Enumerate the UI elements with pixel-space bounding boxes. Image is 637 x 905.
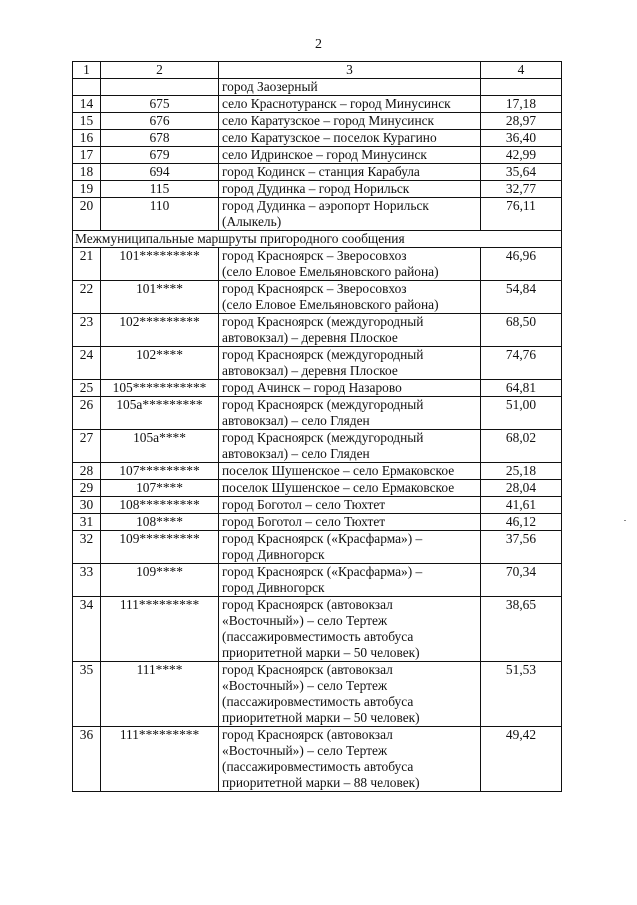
route-name-line: приоритетной марки – 50 человек) <box>222 710 420 725</box>
table-cell-value <box>481 79 562 96</box>
route-name-line: город Красноярск – Зверосовхоз <box>222 281 407 296</box>
table-cell-route: 108********* <box>101 497 219 514</box>
table-cell-name <box>219 181 481 198</box>
table-row <box>73 314 562 347</box>
table-cell-name <box>219 727 481 792</box>
table-row <box>73 181 562 198</box>
table-cell-route: 105а**** <box>101 430 219 463</box>
table-cell-name <box>219 113 481 130</box>
table-row <box>73 463 562 480</box>
table-cell-route: 111**** <box>101 662 219 727</box>
section-row <box>73 231 562 248</box>
table-cell-value: 74,76 <box>481 347 562 380</box>
table-row <box>73 248 562 281</box>
route-name-line: поселок Шушенское – село Ермаковское <box>222 480 455 495</box>
table-row <box>73 430 562 463</box>
route-name-line: город Дивногорск <box>222 547 325 562</box>
table-cell-number: 29 <box>73 480 101 497</box>
table-cell-value: 36,40 <box>481 130 562 147</box>
route-name-line: село Краснотуранск – город Минусинск <box>222 96 451 111</box>
table-cell-value: 68,50 <box>481 314 562 347</box>
table-cell-value: 35,64 <box>481 164 562 181</box>
table-cell-name <box>219 281 481 314</box>
route-name-line: (пассажировместимость автобуса <box>222 629 414 644</box>
route-name-line: село Каратузское – город Минусинск <box>222 113 435 128</box>
route-name-line: автовокзал) – село Гляден <box>222 446 370 461</box>
table-cell-name <box>219 480 481 497</box>
table-cell-route: 694 <box>101 164 219 181</box>
table-cell-value: 64,81 <box>481 380 562 397</box>
table-cell-route: 678 <box>101 130 219 147</box>
table-cell-route: 107********* <box>101 463 219 480</box>
table-cell-number: 21 <box>73 248 101 281</box>
route-name-line: (пассажировместимость автобуса <box>222 694 414 709</box>
table-cell-number: 31 <box>73 514 101 531</box>
table-cell-name <box>219 147 481 164</box>
table-cell-number: 22 <box>73 281 101 314</box>
table-cell-number <box>73 79 101 96</box>
table-cell-number: 33 <box>73 564 101 597</box>
table-cell-number: 23 <box>73 314 101 347</box>
table-cell-name <box>219 130 481 147</box>
table-cell-number: 27 <box>73 430 101 463</box>
table-cell-value: 37,56 <box>481 531 562 564</box>
table-row <box>73 96 562 113</box>
table-cell-name <box>219 430 481 463</box>
table-row <box>73 113 562 130</box>
route-name-line: (село Еловое Емельяновского района) <box>222 264 439 279</box>
table-cell-route: 675 <box>101 96 219 113</box>
table-row <box>73 727 562 792</box>
route-name-line: город Красноярск (автовокзал <box>222 597 393 612</box>
table-row <box>73 347 562 380</box>
table-cell-route: 102**** <box>101 347 219 380</box>
table-cell-number: 35 <box>73 662 101 727</box>
route-name-line: город Дудинка – аэропорт Норильск <box>222 198 429 213</box>
route-name-line: город Красноярск (междугородный <box>222 314 424 329</box>
table-cell-value: 54,84 <box>481 281 562 314</box>
route-name-line: автовокзал) – деревня Плоское <box>222 363 398 378</box>
table-cell-name <box>219 198 481 231</box>
route-name-line: (пассажировместимость автобуса <box>222 759 414 774</box>
route-name-line: «Восточный») – село Тертеж <box>222 743 388 758</box>
header-col-3: 3 <box>219 62 481 79</box>
table-cell-route: 110 <box>101 198 219 231</box>
table-cell-number: 32 <box>73 531 101 564</box>
table-row <box>73 147 562 164</box>
table-cell-value: 70,34 <box>481 564 562 597</box>
table-cell-number: 25 <box>73 380 101 397</box>
route-name-line: город Кодинск – станция Карабула <box>222 164 420 179</box>
table-row <box>73 198 562 231</box>
table-cell-route: 111********* <box>101 727 219 792</box>
table-cell-route: 105*********** <box>101 380 219 397</box>
table-cell-name <box>219 463 481 480</box>
route-name-line: «Восточный») – село Тертеж <box>222 613 388 628</box>
route-name-line: поселок Шушенское – село Ермаковское <box>222 463 455 478</box>
table-row <box>73 662 562 727</box>
table-cell-value: 76,11 <box>481 198 562 231</box>
table-row <box>73 564 562 597</box>
table-cell-value: 28,04 <box>481 480 562 497</box>
route-name-line: село Идринское – город Минусинск <box>222 147 427 162</box>
table-cell-name <box>219 662 481 727</box>
route-name-line: город Боготол – село Тюхтет <box>222 497 386 512</box>
routes-table-body <box>73 62 562 792</box>
table-cell-name <box>219 164 481 181</box>
table-row <box>73 514 562 531</box>
table-cell-route: 105а********* <box>101 397 219 430</box>
table-cell-number: 24 <box>73 347 101 380</box>
table-cell-route: 101**** <box>101 281 219 314</box>
table-cell-value: 51,00 <box>481 397 562 430</box>
table-cell-name <box>219 347 481 380</box>
table-cell-number: 18 <box>73 164 101 181</box>
route-name-line: город Красноярск – Зверосовхоз <box>222 248 407 263</box>
table-cell-number: 15 <box>73 113 101 130</box>
table-cell-route: 107**** <box>101 480 219 497</box>
route-name-line: автовокзал) – село Гляден <box>222 413 370 428</box>
table-cell-number: 20 <box>73 198 101 231</box>
table-cell-number: 36 <box>73 727 101 792</box>
table-cell-route: 115 <box>101 181 219 198</box>
table-cell-route: 679 <box>101 147 219 164</box>
route-name-line: город Красноярск (междугородный <box>222 397 424 412</box>
section-title: Межмуниципальные маршруты пригородного сообщения <box>73 231 562 248</box>
table-cell-route: 102********* <box>101 314 219 347</box>
table-header-row <box>73 62 562 79</box>
table-cell-value: 17,18 <box>481 96 562 113</box>
scan-speck <box>624 520 626 521</box>
table-cell-number: 17 <box>73 147 101 164</box>
table-cell-route: 101********* <box>101 248 219 281</box>
table-cell-name: город Заозерный <box>219 79 481 96</box>
route-name-line: приоритетной марки – 88 человек) <box>222 775 420 790</box>
table-cell-name <box>219 314 481 347</box>
table-cell-number: 14 <box>73 96 101 113</box>
table-cell-name <box>219 380 481 397</box>
table-cell-value: 46,96 <box>481 248 562 281</box>
table-row <box>73 380 562 397</box>
route-name-line: город Красноярск («Красфарма») – <box>222 531 423 546</box>
table-cell-value: 38,65 <box>481 597 562 662</box>
table-cell-value: 28,97 <box>481 113 562 130</box>
table-cell-number: 19 <box>73 181 101 198</box>
table-cell-route: 676 <box>101 113 219 130</box>
table-cell-name <box>219 597 481 662</box>
table-cell-value: 49,42 <box>481 727 562 792</box>
table-cell-number: 28 <box>73 463 101 480</box>
route-name-line: приоритетной марки – 50 человек) <box>222 645 420 660</box>
table-cell-value: 46,12 <box>481 514 562 531</box>
table-row <box>73 281 562 314</box>
table-cell-name <box>219 531 481 564</box>
route-name-line: город Красноярск (междугородный <box>222 347 424 362</box>
table-cell-route: 109********* <box>101 531 219 564</box>
table-row <box>73 497 562 514</box>
route-name-line: город Дудинка – город Норильск <box>222 181 410 196</box>
table-cell-name <box>219 564 481 597</box>
route-name-line: город Красноярск («Красфарма») – <box>222 564 423 579</box>
table-row <box>73 130 562 147</box>
table-cell-value: 42,99 <box>481 147 562 164</box>
routes-table <box>72 61 562 792</box>
table-cell-number: 34 <box>73 597 101 662</box>
table-cell-value: 68,02 <box>481 430 562 463</box>
header-col-1: 1 <box>73 62 101 79</box>
route-name-line: город Боготол – село Тюхтет <box>222 514 386 529</box>
table-cell-name <box>219 248 481 281</box>
route-name-line: село Каратузское – поселок Курагино <box>222 130 437 145</box>
table-row <box>73 164 562 181</box>
route-name-line: город Дивногорск <box>222 580 325 595</box>
table-cell-number: 30 <box>73 497 101 514</box>
table-cell-name <box>219 397 481 430</box>
table-cell-name <box>219 497 481 514</box>
route-name-line: город Красноярск (автовокзал <box>222 662 393 677</box>
table-row <box>73 397 562 430</box>
header-col-4: 4 <box>481 62 562 79</box>
table-cell-route: 109**** <box>101 564 219 597</box>
table-cell-name <box>219 96 481 113</box>
header-col-2: 2 <box>101 62 219 79</box>
route-name-line: (Алыкель) <box>222 214 282 229</box>
continuation-row <box>73 79 562 96</box>
route-name-line: (село Еловое Емельяновского района) <box>222 297 439 312</box>
route-name-line: город Ачинск – город Назарово <box>222 380 402 395</box>
table-cell-number: 26 <box>73 397 101 430</box>
table-cell-name <box>219 514 481 531</box>
table-cell-route: 111********* <box>101 597 219 662</box>
table-cell-value: 51,53 <box>481 662 562 727</box>
table-cell-route: 108**** <box>101 514 219 531</box>
table-cell-route <box>101 79 219 96</box>
table-cell-value: 25,18 <box>481 463 562 480</box>
table-row <box>73 531 562 564</box>
table-cell-value: 32,77 <box>481 181 562 198</box>
table-cell-value: 41,61 <box>481 497 562 514</box>
route-name-line: город Красноярск (междугородный <box>222 430 424 445</box>
page-number: 2 <box>315 37 322 52</box>
table-row <box>73 597 562 662</box>
route-name-line: город Красноярск (автовокзал <box>222 727 393 742</box>
table-row <box>73 480 562 497</box>
table-cell-number: 16 <box>73 130 101 147</box>
route-name-line: «Восточный») – село Тертеж <box>222 678 388 693</box>
route-name-line: автовокзал) – деревня Плоское <box>222 330 398 345</box>
